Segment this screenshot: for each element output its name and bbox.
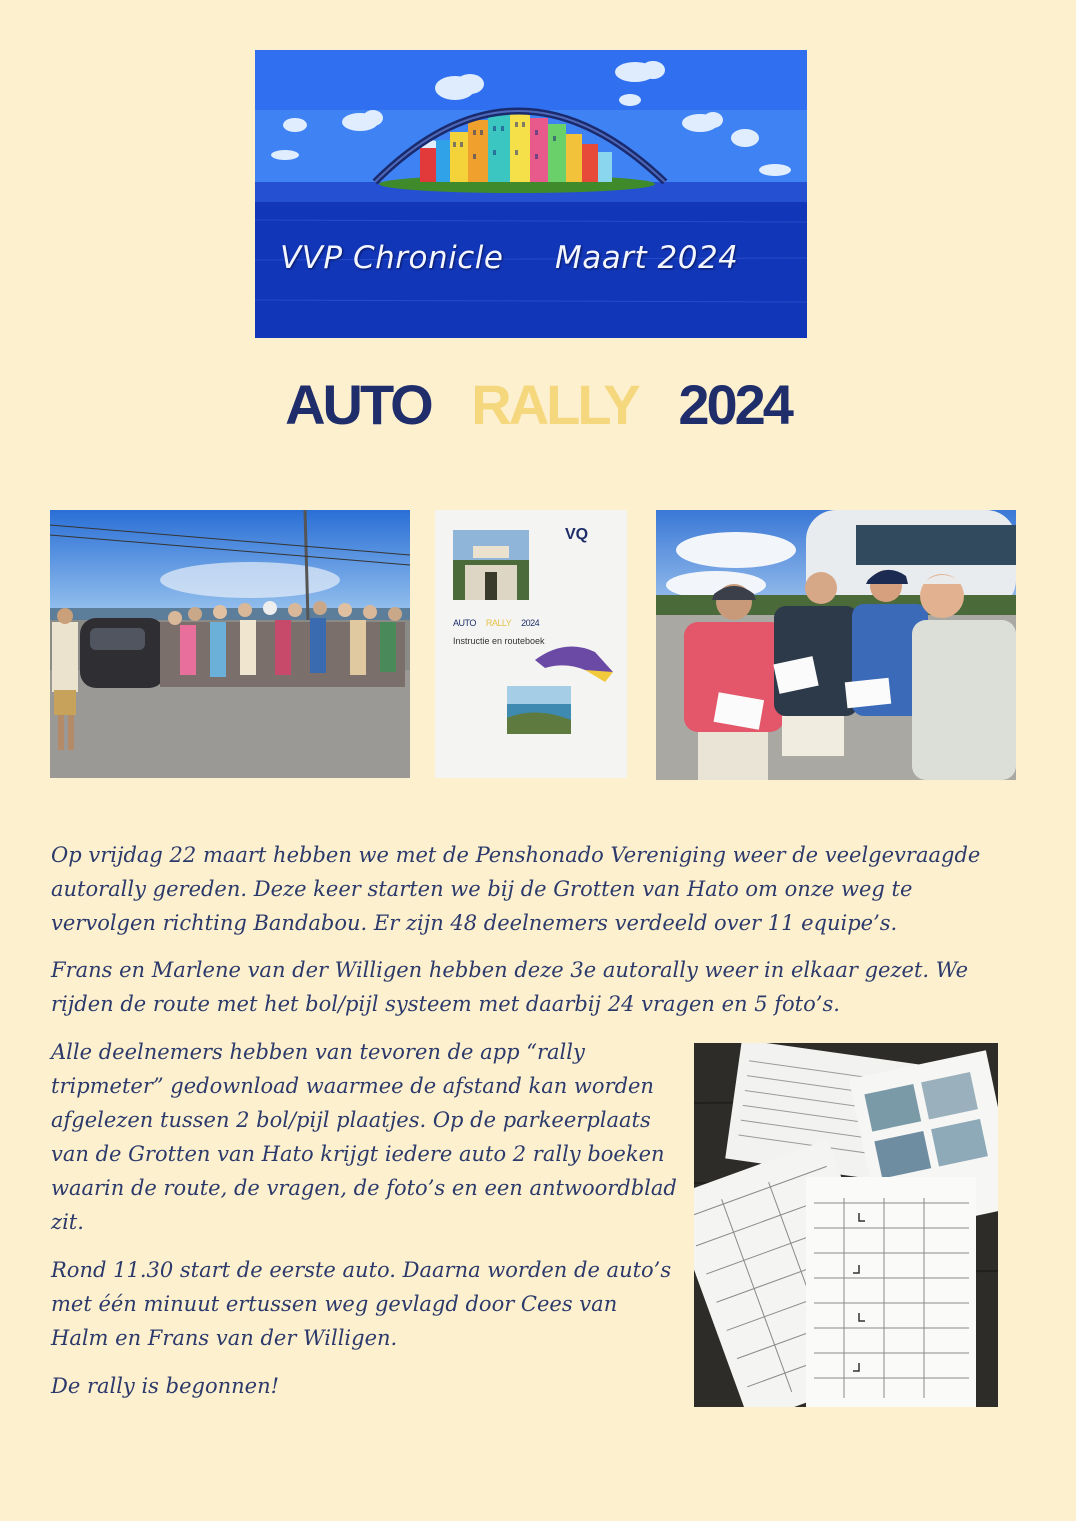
photo-participants-parking bbox=[50, 510, 410, 778]
booklet-title-year: 2024 bbox=[521, 618, 540, 628]
paragraph-intro: Op vrijdag 22 maart hebben we met de Penshonado Vereniging weer de veelgevraagde autorally gereden. Deze keer starten we bij de Grotten van Hato om onze weg te vervolgen richting Bandabou. Er zijn 48 deelnemers verdeeld over 11 equipe’s. bbox=[51, 843, 981, 935]
island-illustration bbox=[255, 50, 807, 338]
paragraph-start: Rond 11.30 start de eerste auto. Daarna worden de auto’s met één minuut ertussen weg gevlagd door Cees van Halm en Frans van der Willigen. bbox=[51, 1258, 672, 1350]
booklet-title-rally: RALLY bbox=[485, 618, 512, 628]
paragraph-organizers: Frans en Marlene van der Willigen hebben deze 3e autorally weer in elkaar gezet. We rijden de route met het bol/pijl systeem met daarbij 24 vragen en 5 foto’s. bbox=[51, 958, 969, 1016]
booklet-logo: VQ bbox=[565, 526, 589, 543]
title-word-auto: AUTO bbox=[285, 373, 431, 436]
photo-rally-sheets bbox=[694, 1043, 998, 1407]
newsletter-title: VVP Chronicle bbox=[280, 240, 504, 276]
photo-rally-booklet bbox=[435, 510, 627, 778]
header-banner bbox=[255, 50, 807, 338]
booklet-title-auto: AUTO bbox=[453, 618, 476, 628]
newsletter-date: Maart 2024 bbox=[555, 240, 739, 276]
paragraph-closing: De rally is begonnen! bbox=[51, 1374, 280, 1398]
photo-men-reading-route bbox=[656, 510, 1016, 780]
title-word-rally: RALLY bbox=[471, 373, 638, 436]
title-word-year: 2024 bbox=[678, 373, 791, 436]
paragraph-app: Alle deelnemers hebben van tevoren de app “rally tripmeter” gedownload waarmee de afstand kan worden afgelezen tussen 2 bol/pijl plaatjes. Op de parkeerplaats van de Grotten van Hato krijgt iedere auto 2 rally boeken waarin de route, de vragen, de foto’s en een antwoordblad zit. bbox=[51, 1040, 677, 1234]
booklet-subtitle: Instructie en routeboek bbox=[453, 636, 545, 646]
page-title bbox=[0, 372, 1076, 437]
booklet-title bbox=[453, 618, 539, 628]
